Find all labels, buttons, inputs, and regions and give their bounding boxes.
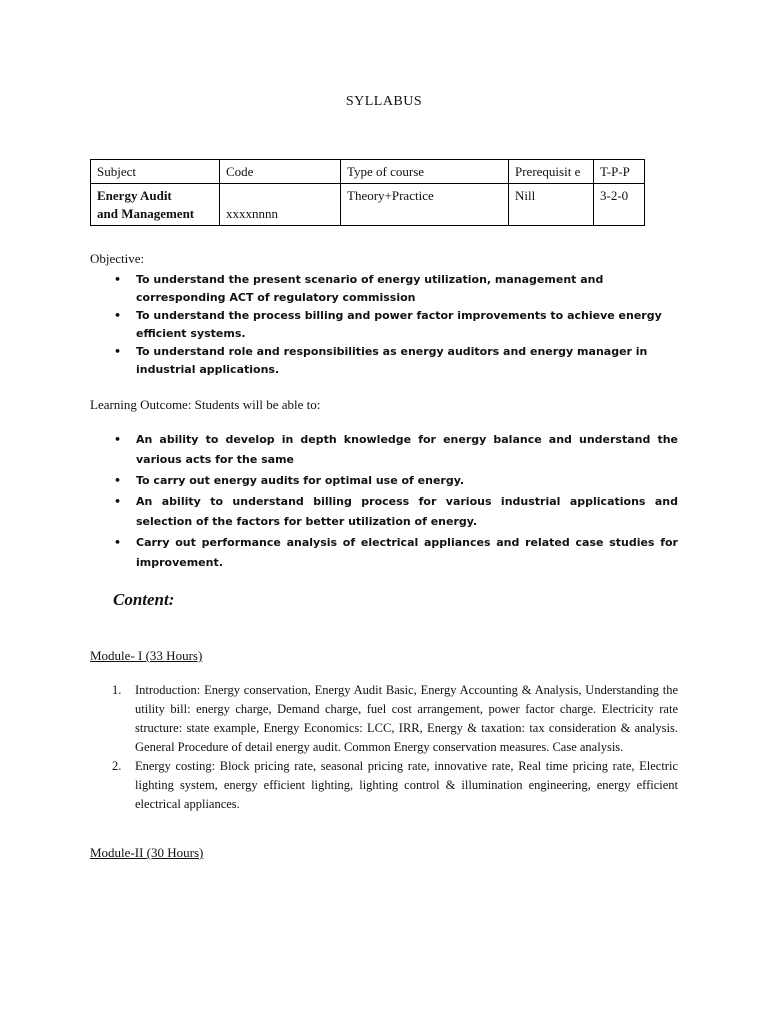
- bullet-icon: •: [114, 536, 122, 549]
- header-prerequisite: Prerequisit e: [509, 160, 594, 184]
- table-row: [91, 184, 645, 226]
- list-item: • An ability to understand billing process for various industrial applications and selection of the factors for better utilization of energy.: [112, 492, 678, 532]
- bullet-icon: •: [114, 345, 122, 358]
- list-item: • To understand role and responsibilities as energy auditors and energy manager in industrial applications.: [114, 345, 648, 376]
- cell-type: Theory+Practice: [341, 184, 509, 226]
- table-header-row: [91, 160, 645, 184]
- page-title: SYLLABUS: [345, 94, 423, 109]
- list-item: 2. Energy costing: Block pricing rate, seasonal pricing rate, innovative rate, Real time pricing rate, Electric lighting system, energy efficient lighting, lighting control & illumination engineering, energy efficient electrical appliances.: [112, 759, 678, 811]
- cell-subject: [91, 184, 220, 226]
- list-item: • Carry out performance analysis of electrical appliances and related case studies for improvement.: [112, 533, 678, 573]
- item-number: 2.: [112, 759, 122, 773]
- objective-label: Objective:: [90, 251, 145, 266]
- bullet-icon: •: [114, 495, 122, 508]
- item-number: 1.: [112, 683, 122, 697]
- module-1-topics: [112, 681, 678, 814]
- objective-list: [112, 271, 672, 379]
- bullet-icon: •: [114, 309, 122, 322]
- header-code: Code: [220, 160, 341, 184]
- list-item: 1. Introduction: Energy conservation, Energy Audit Basic, Energy Accounting & Analysis, Understanding the utility bill: energy charge, Demand charge, fuel cost arrangement, power factor charge. Electricity rate structure: state example, Energy Economics: LCC, IRR, Energy & taxation: tax consideration & analysis. General Procedure of detail energy audit. Common Energy conservation measures. Case analysis.: [112, 683, 678, 754]
- bullet-icon: •: [114, 273, 122, 286]
- learning-outcome-label: Learning Outcome: Students will be able to:: [90, 397, 321, 412]
- header-tpp: T-P-P: [594, 160, 645, 184]
- content-heading: Content:: [113, 590, 175, 609]
- list-item: • An ability to develop in depth knowledge for energy balance and understand the various acts for the same: [112, 430, 678, 470]
- list-item: • To understand the process billing and power factor improvements to achieve energy efficient systems.: [114, 309, 662, 340]
- list-item: • To carry out energy audits for optimal use of energy.: [112, 471, 678, 491]
- cell-prerequisite: Nill: [509, 184, 594, 226]
- bullet-icon: •: [114, 433, 122, 446]
- bullet-icon: •: [114, 474, 122, 487]
- list-item: • To understand the present scenario of energy utilization, management and corresponding ACT of regulatory commission: [114, 273, 604, 304]
- cell-code: xxxxnnnn: [220, 184, 341, 226]
- header-type: Type of course: [341, 160, 509, 184]
- subject-line-2: and Management: [97, 206, 195, 221]
- header-subject: Subject: [91, 160, 220, 184]
- module-1-heading: Module- I (33 Hours): [90, 648, 203, 663]
- cell-tpp: 3-2-0: [594, 184, 645, 226]
- subject-line-1: Energy Audit: [97, 188, 172, 203]
- module-2-heading: Module-II (30 Hours): [90, 845, 204, 860]
- course-info-table: [90, 159, 645, 226]
- learning-outcome-list: [112, 430, 678, 574]
